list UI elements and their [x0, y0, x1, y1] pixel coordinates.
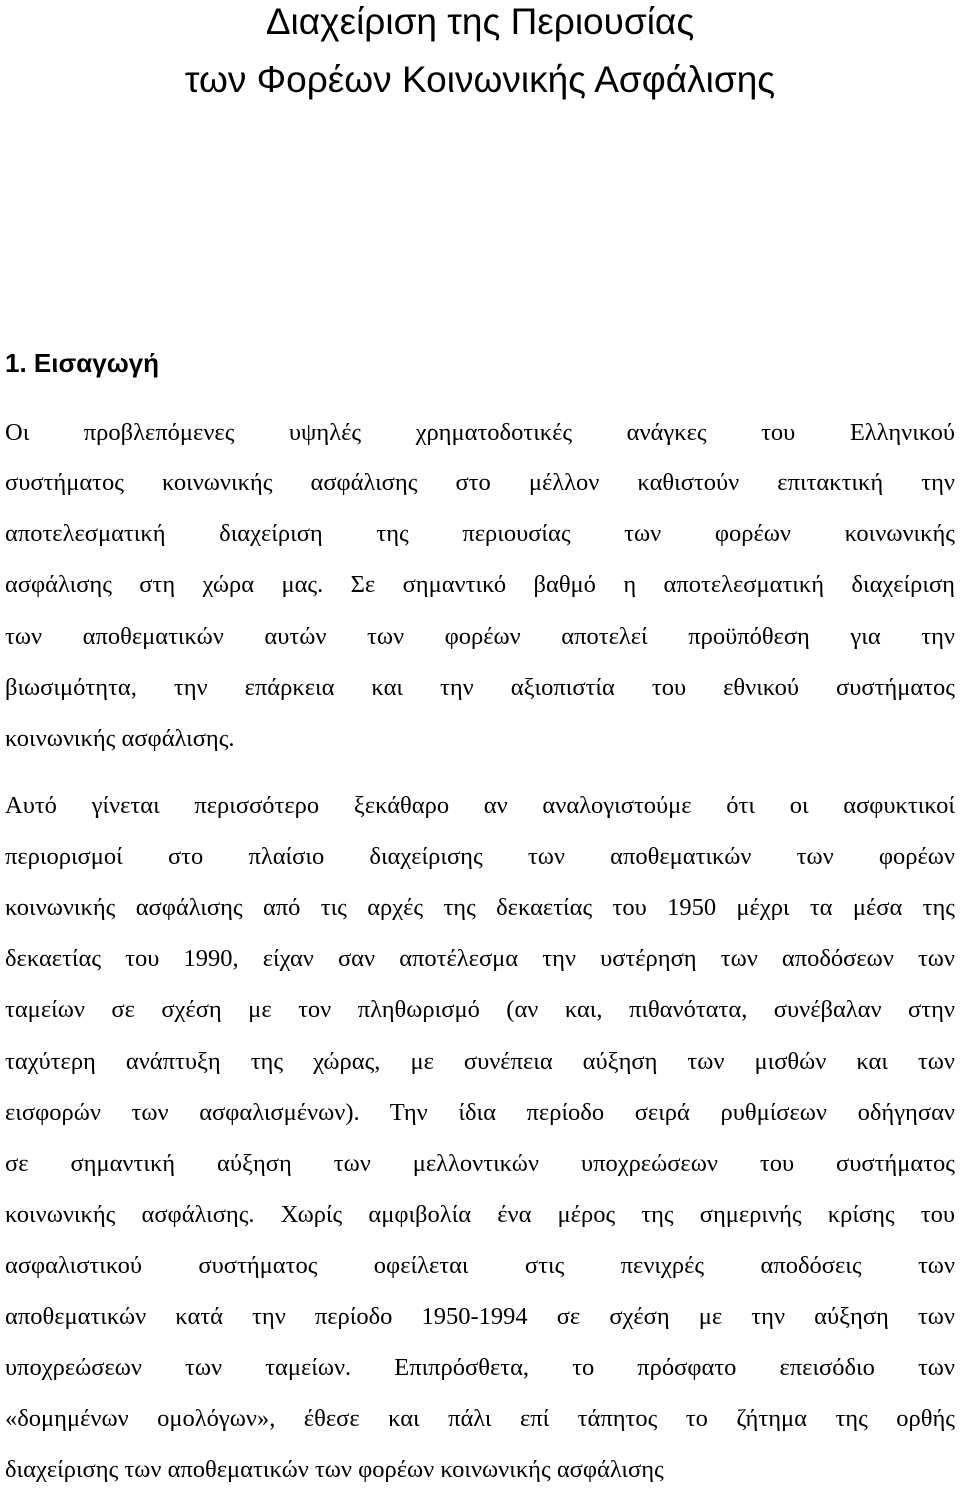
- paragraph-2-line: δεκαετίας του 1990, είχαν σαν αποτέλεσμα την υστέρηση των αποδόσεων των: [5, 945, 955, 972]
- document-title-line-1: Διαχείριση της Περιουσίας: [265, 1, 695, 42]
- paragraph-2-line: υποχρεώσεων των ταμείων. Επιπρόσθετα, το πρόσφατο επεισόδιο των: [5, 1354, 955, 1381]
- paragraph-1-line: αποτελεσματική διαχείριση της περιουσίας των φορέων κοινωνικής: [5, 520, 955, 547]
- paragraph-1-line: βιωσιμότητα, την επάρκεια και την αξιοπιστία του εθνικού συστήματος: [5, 674, 955, 701]
- paragraph-2-line: αποθεματικών κατά την περίοδο 1950-1994 σε σχέση με την αύξηση των: [5, 1303, 955, 1330]
- paragraph-2-line: κοινωνικής ασφάλισης. Χωρίς αμφιβολία ένα μέρος της σημερινής κρίσης του: [5, 1201, 955, 1228]
- paragraph-1-line: συστήματος κοινωνικής ασφάλισης στο μέλλον καθιστούν επιτακτική την: [5, 469, 955, 496]
- paragraph-2-line: ταμείων σε σχέση με τον πληθωρισμό (αν και, πιθανότατα, συνέβαλαν στην: [5, 996, 955, 1023]
- paragraph-1-line: των αποθεματικών αυτών των φορέων αποτελεί προϋπόθεση για την: [5, 623, 955, 650]
- paragraph-2-line: εισφορών των ασφαλισμένων). Την ίδια περίοδο σειρά ρυθμίσεων οδήγησαν: [5, 1099, 955, 1126]
- paragraph-2-line: ασφαλιστικού συστήματος οφείλεται στις πενιχρές αποδόσεις των: [5, 1252, 955, 1279]
- paragraph-1-line: κοινωνικής ασφάλισης.: [5, 725, 235, 752]
- paragraph-2-line: ταχύτερη ανάπτυξη της χώρας, με συνέπεια αύξηση των μισθών και των: [5, 1048, 955, 1075]
- paragraph-1-line: Οι προβλεπόμενες υψηλές χρηματοδοτικές ανάγκες του Ελληνικού: [5, 419, 955, 446]
- paragraph-2-line: διαχείρισης των αποθεματικών των φορέων κοινωνικής ασφάλισης: [5, 1456, 664, 1483]
- paragraph-2-line: «δομημένων ομολόγων», έθεσε και πάλι επί τάπητος το ζήτημα της ορθής: [5, 1405, 955, 1432]
- paragraph-2-line: περιορισμοί στο πλαίσιο διαχείρισης των αποθεματικών των φορέων: [5, 843, 955, 870]
- paragraph-1-line: ασφάλισης στη χώρα μας. Σε σημαντικό βαθμό η αποτελεσματική διαχείριση: [5, 571, 955, 598]
- paragraph-2-line: σε σημαντική αύξηση των μελλοντικών υποχρεώσεων του συστήματος: [5, 1150, 955, 1177]
- paragraph-2-line: Αυτό γίνεται περισσότερο ξεκάθαρο αν αναλογιστούμε ότι οι ασφυκτικοί: [5, 792, 955, 819]
- paragraph-2-line: κοινωνικής ασφάλισης από τις αρχές της δεκαετίας του 1950 μέχρι τα μέσα της: [5, 894, 955, 921]
- document-title-line-2: των Φορέων Κοινωνικής Ασφάλισης: [184, 59, 776, 100]
- section-heading: 1. Εισαγωγή: [5, 348, 160, 378]
